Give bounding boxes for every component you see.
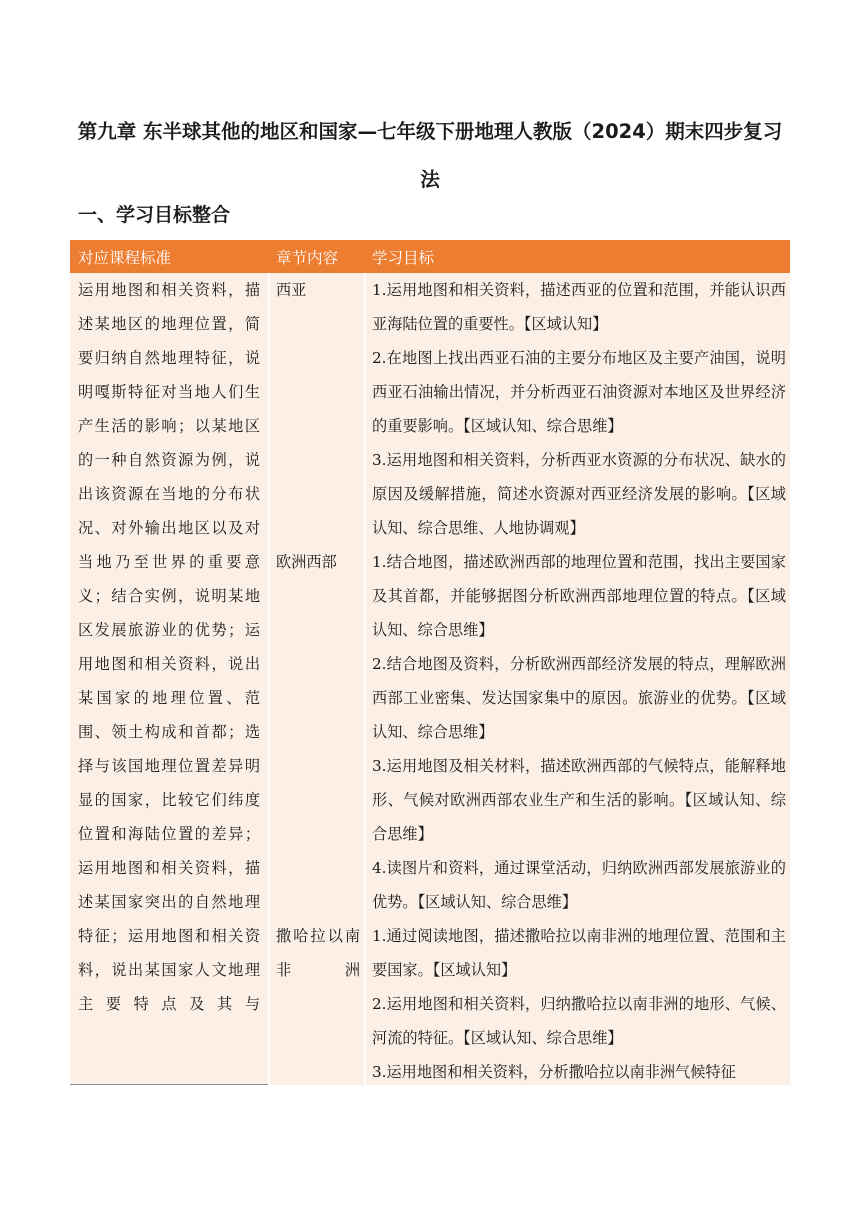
section-name-africa: 撒哈拉以南非洲 (276, 927, 360, 979)
goal-item: 2.结合地图及资料，分析欧洲西部经济发展的特点，理解欧洲西部工业密集、发达国家集中的原因。旅游业的优势。【区域认知、综合思维】 (372, 655, 786, 741)
standard-text: 运用地图和相关资料，描述某地区的地理位置，简要归纳自然地理特征，说明嘎斯特征对当地人们生产生活的影响；以某地区的一种自然资源为例，说出该资源在当地的分布状况、对外输出地区以及对当地乃至世界的重要意义；结合实例，说明某地区发展旅游业的优势；运用地图和相关资料，说出某国家的地理位置、范围、领土构成和首都；选择与该国地理位置差异明显的国家，比较它们纬度位置和海陆位置的差异；运用地图和相关资料，描述某国家突出的自然地理特征；运用地图和相关资料，说出某国家人文地理主要特点及其与 (78, 281, 260, 1013)
goal-item: 1.结合地图，描述欧洲西部的地理位置和范围，找出主要国家及其首都，并能够据图分析欧洲西部地理位置的特点。【区域认知、综合思维】 (372, 553, 786, 639)
header-goals: 学习目标 (372, 249, 435, 267)
learning-goals-table (70, 240, 790, 1081)
standard-cell (70, 273, 268, 1085)
goal-item: 2.运用地图和相关资料，归纳撒哈拉以南非洲的地形、气候、河流的特征。【区域认知、综合思维】 (372, 995, 786, 1047)
goal-item: 2.在地图上找出西亚石油的主要分布地区及主要产油国，说明西亚石油输出情况，并分析西亚石油资源对本地区及世界经济的重要影响。【区域认知、综合思维】 (372, 349, 786, 435)
goal-item: 1.运用地图和相关资料，描述西亚的位置和范围，并能认识西亚海陆位置的重要性。【区域认知】 (372, 281, 786, 333)
header-section: 章节内容 (276, 249, 339, 267)
goal-item: 3.运用地图和相关资料，分析西亚水资源的分布状况、缺水的原因及缓解措施，简述水资源对西亚经济发展的影响。【区域认知、综合思维、人地协调观】 (372, 451, 786, 537)
header-standard: 对应课程标准 (78, 249, 172, 267)
section-name-xiya: 西亚 (276, 281, 307, 299)
goal-item: 1.通过阅读地图，描述撒哈拉以南非洲的地理位置、范围和主要国家。【区域认知】 (372, 927, 786, 979)
goal-item: 3.运用地图和相关资料，分析撒哈拉以南非洲气候特征 (372, 1063, 736, 1081)
goals-column (366, 273, 790, 1085)
table-header-row (70, 240, 790, 273)
section-name-europe: 欧洲西部 (276, 553, 337, 571)
section-heading: 一、学习目标整合 (78, 204, 231, 226)
document-title: 第九章 东半球其他的地区和国家—七年级下册地理人教版（2024）期末四步复习法 (77, 120, 783, 191)
section-column (270, 273, 364, 1085)
goal-item: 3.运用地图及相关材料，描述欧洲西部的气候特点，能解释地形、气候对欧洲西部农业生产和生活的影响。【区域认知、综合思维】 (372, 757, 786, 843)
goal-item: 4.读图片和资料，通过课堂活动，归纳欧洲西部发展旅游业的优势。【区域认知、综合思维】 (372, 859, 786, 911)
